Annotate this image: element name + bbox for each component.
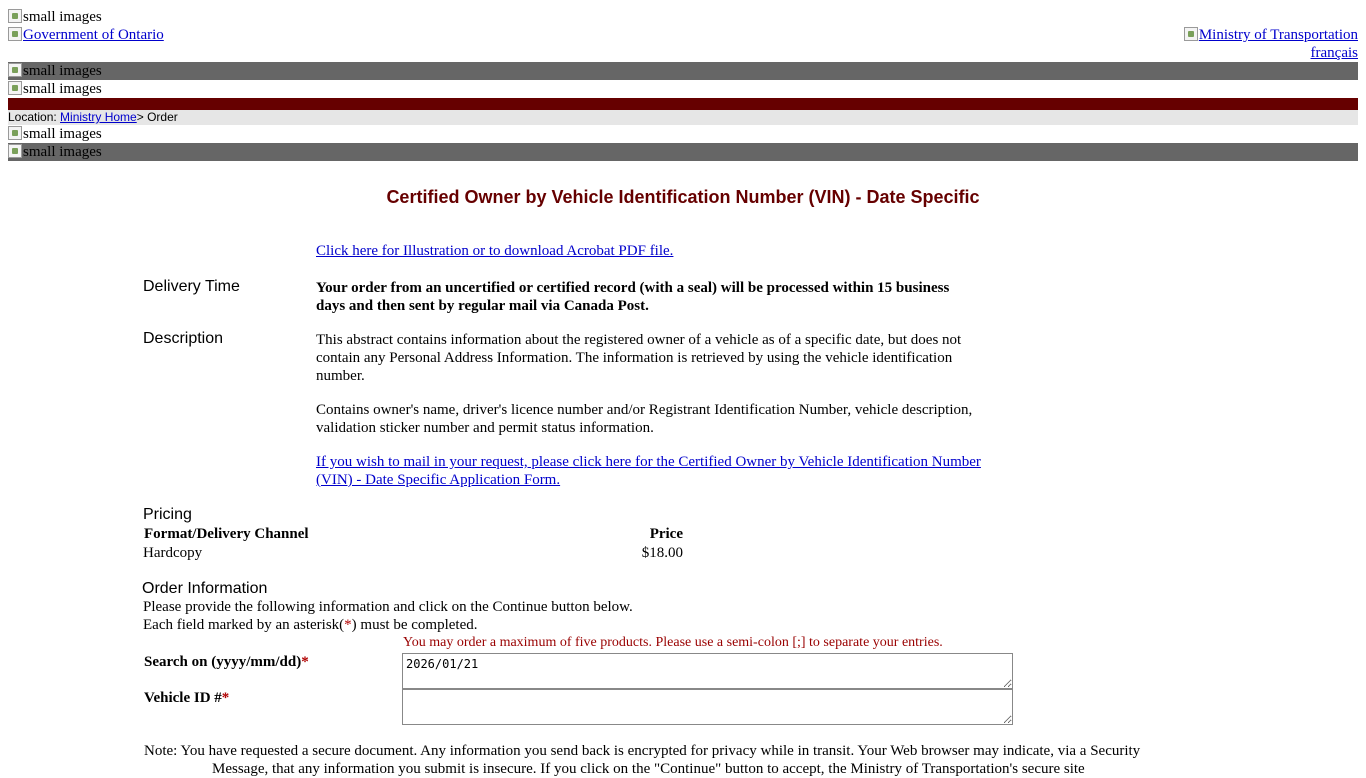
description-paragraph-2: Contains owner's name, driver's licence number and/or Registrant Identification Number, vehicle description, validation sticker number and permit status information. [316,402,973,436]
breadcrumb [8,110,1358,125]
ministry-of-transportation-link[interactable]: Ministry of Transportation [1198,27,1358,43]
instructions-text: Each field marked by an asterisk( [143,617,345,633]
ministry-logo-icon [1184,27,1198,41]
breadcrumb-prefix: Location: [8,110,61,124]
search-date-label [144,654,309,671]
delivery-time-label: Delivery Time [143,278,240,295]
broken-image-icon [8,81,22,95]
search-date-label-text: Search on (yyyy/mm/dd) [144,654,302,670]
order-information-heading: Order Information [142,580,268,597]
description-paragraph-1: This abstract contains information about the registered owner of a vehicle as of a specific date, but does not contain any Personal Address Information. The information is retrieved by using the vehicle identification number. [316,332,962,384]
max-products-note: You may order a maximum of five products. Please use a semi-colon [;] to separate your entries. [403,635,943,650]
red-divider-bar [8,98,1358,110]
mail-application-form-link[interactable]: If you wish to mail in your request, please click here for the Certified Owner by Vehicle Identification Number (VIN) - Date Specific Application Form. [316,454,981,488]
gray-nav-bar [8,62,1358,80]
gray-bottom-bar [8,143,1358,161]
french-language-link[interactable]: français [1310,45,1358,61]
image-alt-text: small images [23,144,102,160]
image-alt-text: small images [23,9,102,25]
pricing-row-price: $18.00 [641,545,683,561]
ministry-logo-link[interactable] [1184,26,1358,44]
vehicle-id-input[interactable] [402,689,1013,725]
search-date-input[interactable] [402,653,1013,689]
top-spacer-image [8,8,102,26]
asterisk-marker: * [344,617,352,633]
image-alt-text: small images [23,126,102,142]
breadcrumb-current: > Order [136,110,178,124]
pricing-col-format: Format/Delivery Channel [144,526,309,542]
security-note-line-2: Message, that any information you submit is insecure. If you click on the "Continue" button to accept, the Ministry of Transportation's secure site [212,761,1085,777]
broken-image-icon [8,126,22,140]
breadcrumb-ministry-home-link[interactable]: Ministry Home [60,110,137,124]
pricing-row-format: Hardcopy [143,545,203,561]
broken-image-icon [8,63,22,77]
image-alt-text: small images [23,63,102,79]
vehicle-id-label-text: Vehicle ID # [144,690,222,706]
illustration-pdf-link[interactable]: Click here for Illustration or to download Acrobat PDF file. [316,243,674,259]
required-asterisk: * [301,654,309,670]
broken-image-icon [8,9,22,23]
ontario-logo-icon [8,27,22,41]
government-of-ontario-logo-link[interactable] [8,26,164,44]
delivery-time-text: Your order from an uncertified or certified record (with a seal) will be processed within 15 business days and then sent by regular mail via Canada Post. [316,280,950,314]
security-note-line-1: Note: You have requested a secure document. Any information you send back is encrypted for privacy while in transit. Your Web browser may indicate, via a Security [144,743,1141,759]
government-of-ontario-link[interactable]: Government of Ontario [23,27,164,43]
broken-image-icon [8,144,22,158]
image-alt-text: small images [23,81,102,97]
illustration-link-row [316,243,673,260]
required-asterisk: * [221,690,230,706]
ministry-header-links [1184,26,1358,62]
mail-request-link-row [316,453,984,489]
order-instructions-1: Please provide the following information and click on the Continue button below. [143,599,633,615]
spacer-image [8,125,102,143]
spacer-image [8,80,102,98]
description-label: Description [143,330,224,347]
instructions-text: ) must be completed. [351,617,478,633]
page-title: Certified Owner by Vehicle Identification Number (VIN) - Date Specific [386,187,980,207]
order-instructions-2 [143,617,477,634]
pricing-heading: Pricing [143,506,192,523]
vehicle-id-label [144,690,229,707]
pricing-col-price: Price [649,526,683,542]
